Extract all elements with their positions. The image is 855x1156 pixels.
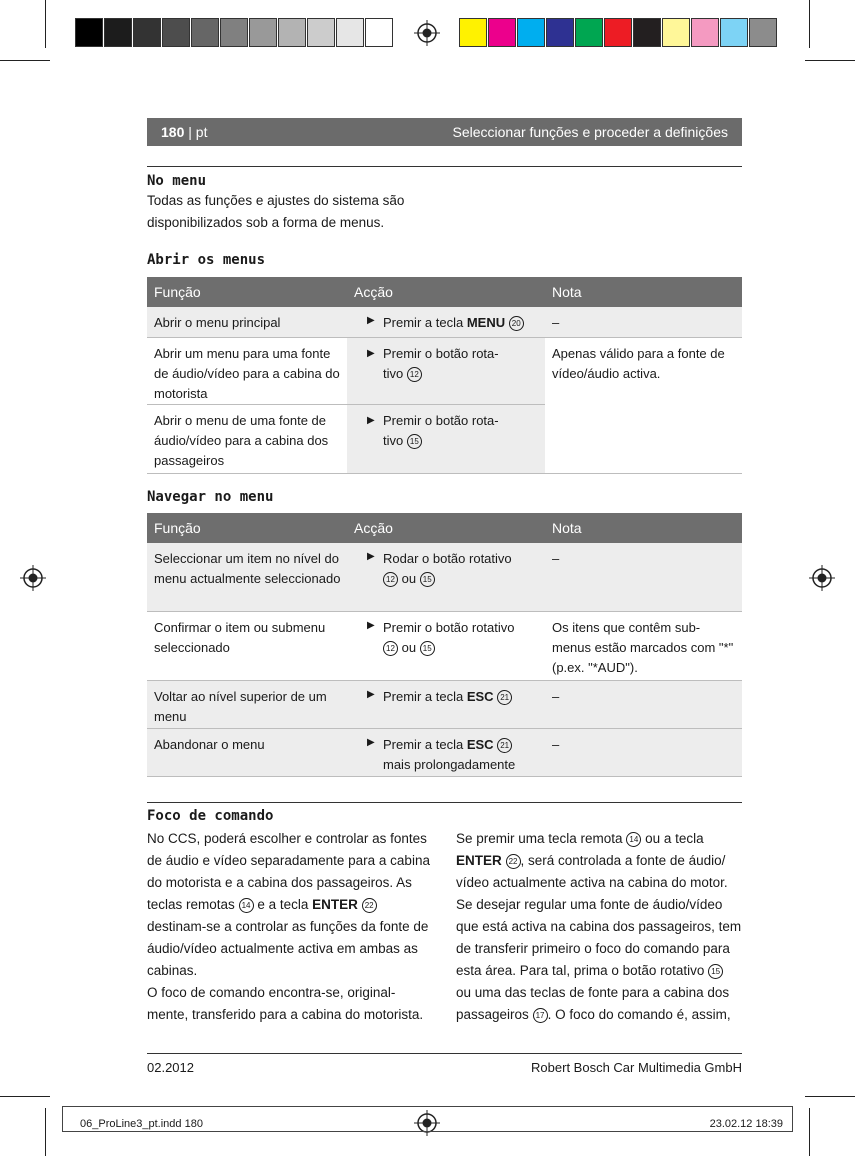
registration-mark-icon xyxy=(809,565,835,591)
gray-color-bar xyxy=(75,18,394,47)
function-cell: Abrir um menu para uma fonte de áudio/vídeo para a cabina do motorista xyxy=(154,346,340,401)
navigate-menu-table xyxy=(147,513,742,777)
focus-text-right: Se premir uma tecla remota 14 ou a tecla ENTER 22 , será controlada a fonte de áudio/ vídeo actualmente activa na cabina do motor. Se desejar regular uma fonte de áudio/vídeo que está activa na cabina dos passageiros, tem de transferir primeiro o foco do comando para esta área. Para tal, prima o botão rotativo 15 ou uma das teclas de fonte para a cabina dos passageiros 17 . O foco do comando é, assim, xyxy=(456,831,742,1022)
table-header xyxy=(147,277,742,307)
color-swatch xyxy=(604,18,632,47)
column-header: Função xyxy=(154,284,201,300)
note-cell: – xyxy=(552,689,560,704)
section-heading: No menu xyxy=(147,173,207,189)
crop-mark xyxy=(805,60,855,61)
function-cell: Abrir o menu de uma fonte de áudio/vídeo para a cabina dos passageiros xyxy=(154,413,329,468)
table-row xyxy=(147,612,742,681)
divider xyxy=(147,166,742,167)
footer-company: Robert Bosch Car Multimedia GmbH xyxy=(531,1060,742,1075)
page-number: 180 | pt xyxy=(161,124,208,140)
function-cell: Voltar ao nível superior de um menu xyxy=(154,689,327,724)
table-header xyxy=(147,513,742,543)
color-swatch xyxy=(488,18,516,47)
color-swatch xyxy=(191,18,219,47)
control-number-icon: 15 xyxy=(407,434,422,449)
column-header: Função xyxy=(154,520,201,536)
control-number-icon: 22 xyxy=(362,898,377,913)
control-number-icon: 22 xyxy=(506,854,521,869)
color-swatch xyxy=(633,18,661,47)
section-heading: Abrir os menus xyxy=(147,252,266,268)
action-cell: Premir o botão rota- tivo 12 xyxy=(383,346,499,381)
footer-date: 02.2012 xyxy=(147,1060,194,1075)
control-number-icon: 21 xyxy=(497,738,512,753)
crop-mark xyxy=(809,1108,810,1156)
crop-mark xyxy=(0,1096,50,1097)
action-arrow-icon: ▶ xyxy=(367,348,375,359)
control-number-icon: 12 xyxy=(383,572,398,587)
registration-mark-icon xyxy=(414,20,440,46)
crop-mark xyxy=(45,0,46,48)
table-row xyxy=(147,681,742,729)
action-arrow-icon: ▶ xyxy=(367,315,375,326)
control-number-icon: 15 xyxy=(420,572,435,587)
table-row xyxy=(147,307,742,338)
color-swatch xyxy=(662,18,690,47)
color-swatch xyxy=(104,18,132,47)
note-cell: Os itens que contêm sub-menus estão marcados com "*" (p.ex. "*AUD"). xyxy=(552,620,734,675)
chapter-title: Seleccionar funções e proceder a definições xyxy=(452,124,728,140)
slug-datetime: 23.02.12 18:39 xyxy=(709,1118,783,1130)
control-number-icon: 15 xyxy=(708,964,723,979)
row-divider xyxy=(147,404,545,405)
color-swatch xyxy=(249,18,277,47)
action-arrow-icon: ▶ xyxy=(367,415,375,426)
color-swatch xyxy=(575,18,603,47)
slug-filename: 06_ProLine3_pt.indd 180 xyxy=(80,1118,203,1130)
color-swatch xyxy=(365,18,393,47)
function-cell: Abandonar o menu xyxy=(154,737,265,752)
intro-paragraph: Todas as funções e ajustes do sistema são disponibilizados sob a forma de menus. xyxy=(147,193,405,230)
control-number-icon: 14 xyxy=(239,898,254,913)
process-color-bar xyxy=(459,18,778,47)
note-cell: – xyxy=(552,737,560,752)
action-cell: Premir a tecla ESC 21 mais prolongadamente xyxy=(383,737,516,772)
registration-mark-icon xyxy=(20,565,46,591)
page-header xyxy=(147,118,742,146)
action-arrow-icon: ▶ xyxy=(367,620,375,631)
control-number-icon: 12 xyxy=(383,641,398,656)
control-number-icon: 20 xyxy=(509,316,524,331)
divider xyxy=(147,802,742,803)
column-header: Nota xyxy=(552,520,582,536)
focus-text-left: No CCS, poderá escolher e controlar as fontes de áudio e vídeo separadamente para a cabina do motorista e a cabina dos passageiros. As teclas remotas 14 e a tecla ENTER 22 destinam-se a controlar as funções da fonte de áudio/vídeo actualmente activa em ambas as cabinas. O foco de comando encontra-se, original- mente, transferido para a cabina do motorista. xyxy=(147,831,430,1022)
control-number-icon: 14 xyxy=(626,832,641,847)
crop-mark xyxy=(809,0,810,48)
color-swatch xyxy=(220,18,248,47)
crop-mark xyxy=(805,1096,855,1097)
color-swatch xyxy=(459,18,487,47)
function-cell: Confirmar o item ou submenu seleccionado xyxy=(154,620,326,655)
note-cell: – xyxy=(552,315,560,330)
table-row xyxy=(147,729,742,777)
table-row-group xyxy=(147,338,742,474)
color-swatch xyxy=(307,18,335,47)
color-swatch xyxy=(133,18,161,47)
table-row xyxy=(147,543,742,612)
action-arrow-icon: ▶ xyxy=(367,551,375,562)
color-swatch xyxy=(278,18,306,47)
function-cell: Abrir o menu principal xyxy=(154,315,281,330)
note-cell: – xyxy=(552,551,560,566)
action-cell: Rodar o botão rotativo 12 ou 15 xyxy=(383,551,512,586)
column-header: Acção xyxy=(354,520,393,536)
color-swatch xyxy=(749,18,777,47)
function-cell: Seleccionar um item no nível do menu actualmente seleccionado xyxy=(154,551,341,586)
section-heading: Navegar no menu xyxy=(147,489,274,505)
column-header: Nota xyxy=(552,284,582,300)
color-swatch xyxy=(162,18,190,47)
color-swatch xyxy=(691,18,719,47)
divider xyxy=(147,1053,742,1054)
action-cell: Premir a tecla MENU 20 xyxy=(383,313,533,333)
color-swatch xyxy=(336,18,364,47)
action-arrow-icon: ▶ xyxy=(367,689,375,700)
control-number-icon: 15 xyxy=(420,641,435,656)
action-arrow-icon: ▶ xyxy=(367,737,375,748)
crop-mark xyxy=(45,1108,46,1156)
column-header: Acção xyxy=(354,284,393,300)
control-number-icon: 12 xyxy=(407,367,422,382)
color-swatch xyxy=(720,18,748,47)
action-cell: Premir a tecla ESC 21 xyxy=(383,687,533,707)
color-swatch xyxy=(546,18,574,47)
control-number-icon: 17 xyxy=(533,1008,548,1023)
action-cell: Premir o botão rota- tivo 15 xyxy=(383,413,499,448)
section-heading: Foco de comando xyxy=(147,808,274,824)
color-swatch xyxy=(517,18,545,47)
note-cell: Apenas válido para a fonte de vídeo/áudio activa. xyxy=(552,346,725,381)
open-menus-table xyxy=(147,277,742,474)
control-number-icon: 21 xyxy=(497,690,512,705)
crop-mark xyxy=(0,60,50,61)
action-cell: Premir o botão rotativo 12 ou 15 xyxy=(383,620,515,655)
color-swatch xyxy=(75,18,103,47)
